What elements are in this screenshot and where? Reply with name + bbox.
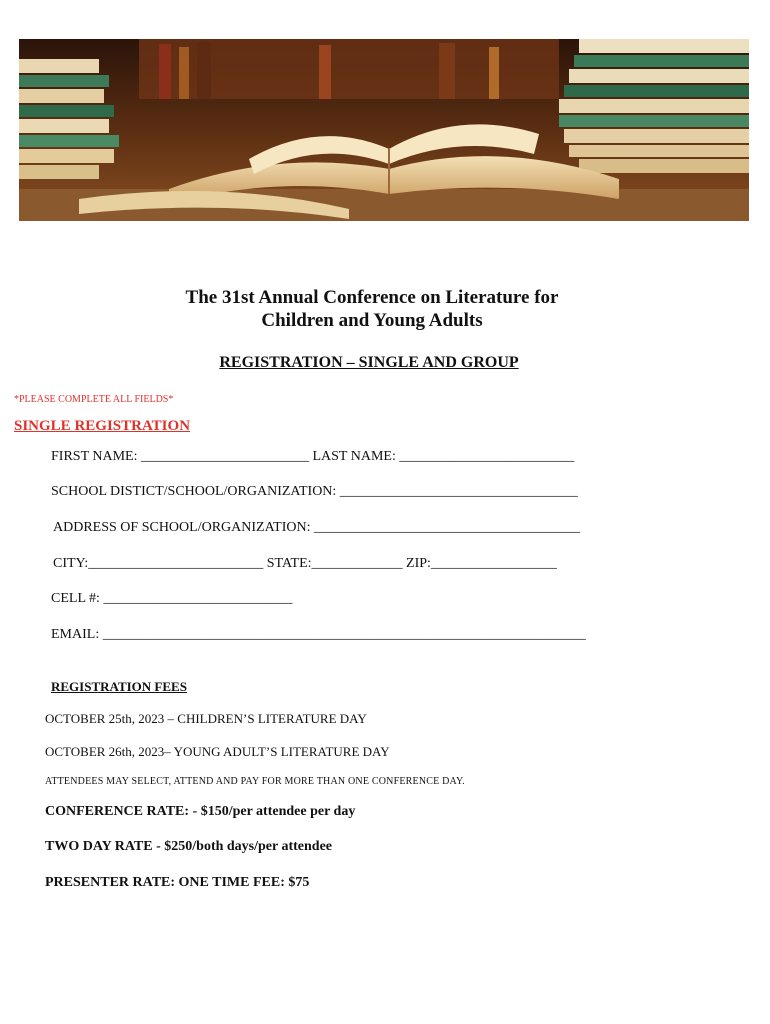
title-line-2: Children and Young Adults <box>261 310 483 331</box>
address-field-line[interactable]: ADDRESS OF SCHOOL/ORGANIZATION: ______________________________________ <box>53 520 580 535</box>
registration-subtitle: REGISTRATION – SINGLE AND GROUP <box>219 354 519 371</box>
registration-fees-heading: REGISTRATION FEES <box>51 679 187 694</box>
school-field-line[interactable]: SCHOOL DISTICT/SCHOOL/ORGANIZATION: __________________________________ <box>51 484 578 499</box>
day-1-label: OCTOBER 25th, 2023 – CHILDREN’S LITERATURE DAY <box>45 711 367 726</box>
attendance-note: ATTENDEES MAY SELECT, ATTEND AND PAY FOR MORE THAN ONE CONFERENCE DAY. <box>45 776 465 787</box>
day-2-label: OCTOBER 26th, 2023– YOUNG ADULT’S LITERATURE DAY <box>45 744 390 759</box>
name-field-line[interactable]: FIRST NAME: ________________________ LAST NAME: _________________________ <box>51 449 575 464</box>
cell-field-line[interactable]: CELL #: ___________________________ <box>51 591 293 606</box>
city-state-zip-line[interactable]: CITY:_________________________ STATE:_____________ ZIP:__________________ <box>53 556 557 571</box>
email-field-line[interactable]: EMAIL: _____________________________________________________________________ <box>51 627 586 642</box>
conference-rate: CONFERENCE RATE: - $150/per attendee per day <box>45 804 356 819</box>
title-line-1: The 31st Annual Conference on Literature for <box>185 287 559 308</box>
page-title <box>0 286 744 332</box>
single-registration-heading: SINGLE REGISTRATION <box>14 418 191 434</box>
required-fields-note: *PLEASE COMPLETE ALL FIELDS* <box>14 394 174 405</box>
two-day-rate: TWO DAY RATE - $250/both days/per attendee <box>45 839 333 854</box>
open-books-illustration <box>19 39 749 221</box>
presenter-rate: PRESENTER RATE: ONE TIME FEE: $75 <box>45 875 310 890</box>
header-banner-image <box>19 39 749 221</box>
